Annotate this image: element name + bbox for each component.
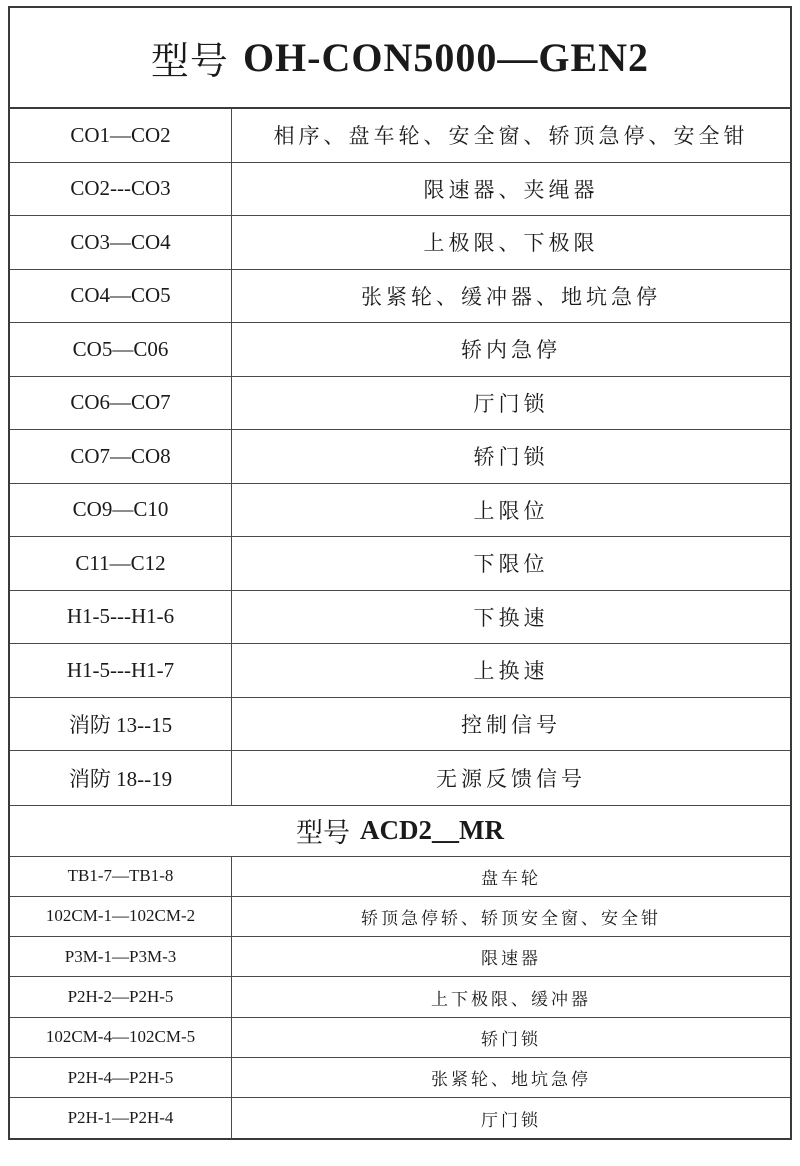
table-row xyxy=(10,109,790,163)
table-row xyxy=(10,430,790,484)
description-cell: 相序、盘车轮、安全窗、轿顶急停、安全钳 xyxy=(273,124,749,149)
table-row xyxy=(10,897,790,937)
terminal-cell: P3M-1—P3M-3 xyxy=(10,937,232,976)
table-row xyxy=(10,937,790,977)
table-row xyxy=(10,163,790,217)
terminal-cell: CO5—C06 xyxy=(10,323,232,376)
wiring-table xyxy=(8,6,792,1140)
table-row xyxy=(10,857,790,897)
description-cell: 下换速 xyxy=(473,605,549,630)
title-prefix: 型号 xyxy=(150,39,229,83)
section-title xyxy=(10,805,790,857)
table-row xyxy=(10,591,790,645)
terminal-cell: CO4—CO5 xyxy=(10,270,232,323)
terminal-cell: TB1-7—TB1-8 xyxy=(10,857,232,896)
description-cell: 厅门锁 xyxy=(473,391,549,416)
section-title-prefix: 型号 xyxy=(296,818,350,849)
table-oh-con5000 xyxy=(10,109,790,805)
table-row xyxy=(10,484,790,538)
terminal-cell: CO3—CO4 xyxy=(10,216,232,269)
table-row xyxy=(10,1058,790,1098)
terminal-cell: H1-5---H1-7 xyxy=(10,644,232,697)
description-cell: 张紧轮、缓冲器、地坑急停 xyxy=(361,284,661,309)
terminal-cell: CO1—CO2 xyxy=(10,109,232,162)
description-cell: 上极限、下极限 xyxy=(423,231,599,256)
table-row xyxy=(10,323,790,377)
table-row xyxy=(10,644,790,698)
description-cell: 盘车轮 xyxy=(481,868,541,889)
terminal-cell: 消防 18--19 xyxy=(10,751,232,805)
description-cell: 厅门锁 xyxy=(481,1110,541,1131)
description-cell: 上换速 xyxy=(473,659,549,684)
terminal-cell: CO7—CO8 xyxy=(10,430,232,483)
description-cell: 控制信号 xyxy=(461,712,561,737)
terminal-cell: P2H-4—P2H-5 xyxy=(10,1058,232,1097)
terminal-cell: CO2---CO3 xyxy=(10,163,232,216)
table-row xyxy=(10,1098,790,1138)
terminal-cell: P2H-2—P2H-5 xyxy=(10,977,232,1016)
title-model: OH-CON5000—GEN2 xyxy=(242,35,650,80)
table-row xyxy=(10,216,790,270)
terminal-cell: C11—C12 xyxy=(10,537,232,590)
page-title xyxy=(10,8,790,109)
description-cell: 无源反馈信号 xyxy=(436,766,586,791)
description-cell: 轿内急停 xyxy=(461,338,561,363)
table-row xyxy=(10,977,790,1017)
description-cell: 张紧轮、地坑急停 xyxy=(431,1070,591,1091)
table-row xyxy=(10,377,790,431)
description-cell: 上下极限、缓冲器 xyxy=(431,989,591,1010)
terminal-cell: 消防 13--15 xyxy=(10,698,232,751)
table-row xyxy=(10,751,790,805)
description-cell: 轿门锁 xyxy=(481,1029,541,1050)
table-row xyxy=(10,698,790,752)
table-row xyxy=(10,1018,790,1058)
description-cell: 限速器、夹绳器 xyxy=(423,177,599,202)
description-cell: 限速器 xyxy=(481,949,541,970)
table-acd2-mr xyxy=(10,857,790,1139)
description-cell: 上限位 xyxy=(473,498,549,523)
description-cell: 下限位 xyxy=(473,552,549,577)
section-title-model: ACD2__MR xyxy=(360,815,504,845)
terminal-cell: H1-5---H1-6 xyxy=(10,591,232,644)
terminal-cell: P2H-1—P2H-4 xyxy=(10,1098,232,1138)
terminal-cell: CO6—CO7 xyxy=(10,377,232,430)
terminal-cell: 102CM-1—102CM-2 xyxy=(10,897,232,936)
terminal-cell: 102CM-4—102CM-5 xyxy=(10,1018,232,1057)
table-row xyxy=(10,537,790,591)
description-cell: 轿顶急停轿、轿顶安全窗、安全钳 xyxy=(361,908,661,929)
table-row xyxy=(10,270,790,324)
terminal-cell: CO9—C10 xyxy=(10,484,232,537)
description-cell: 轿门锁 xyxy=(473,445,549,470)
